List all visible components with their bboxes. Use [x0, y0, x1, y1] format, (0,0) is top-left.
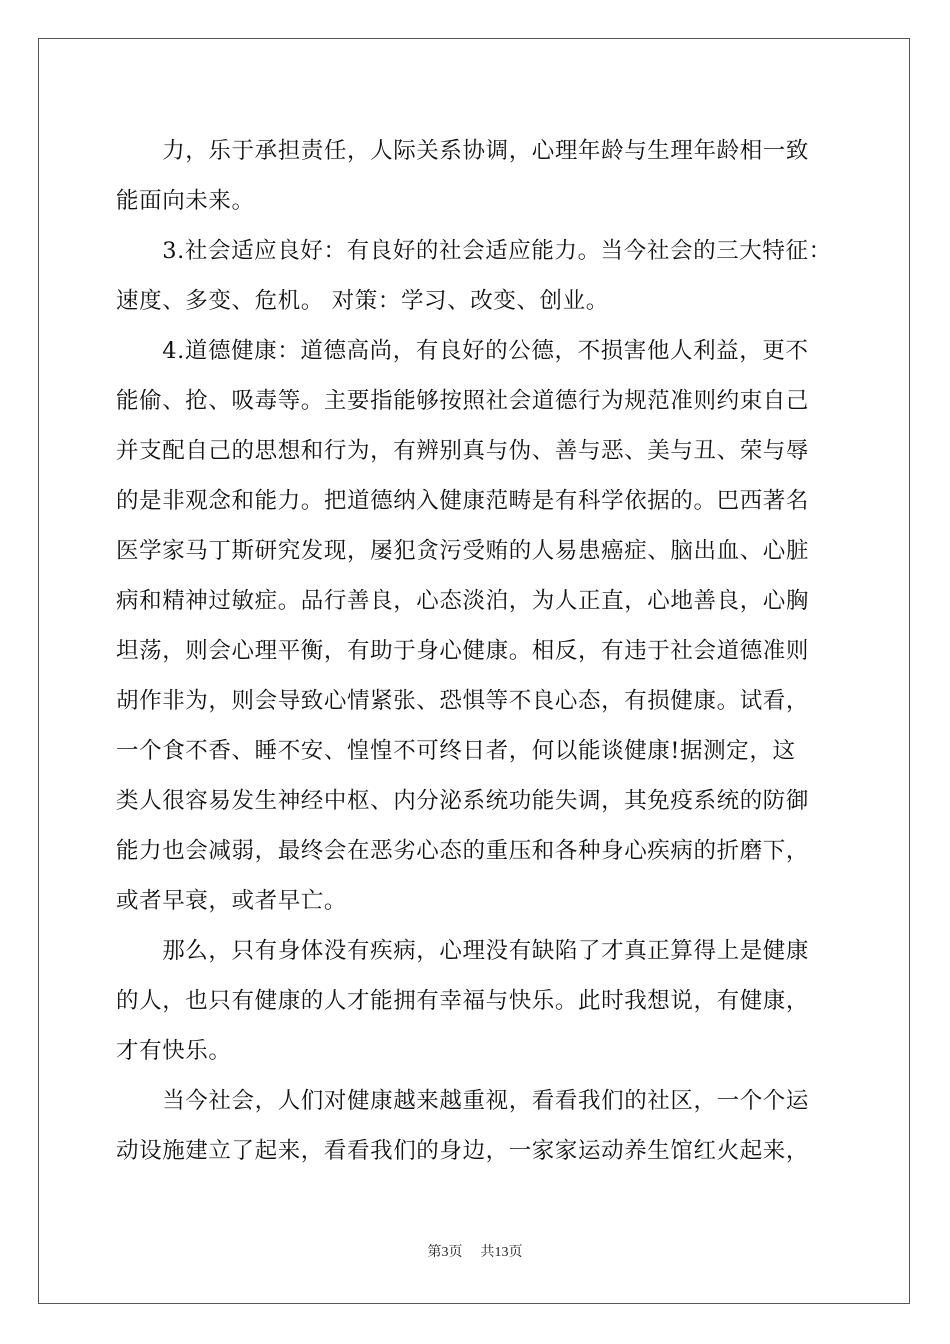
text-line: 动设施建立了起来，看看我们的身边，一家家运动养生馆红火起来，	[116, 1138, 810, 1164]
text-line: 胡作非为，则会导致心情紧张、恐惧等不良心态，有损健康。试看，	[116, 688, 810, 714]
text-line: 那么，只有身体没有疾病，心理没有缺陷了才真正算得上是健康	[116, 938, 810, 964]
text-line: 力，乐于承担责任，人际关系协调，心理年龄与生理年龄相一致	[116, 138, 810, 164]
page-total: 共13页	[480, 1245, 523, 1260]
text-line: 4.道德健康：道德高尚，有良好的公德，不损害他人利益，更不	[116, 338, 809, 364]
text-line: 能面向未来。	[116, 188, 255, 214]
text-line: 3.社会适应良好：有良好的社会适应能力。当今社会的三大特征：	[116, 238, 832, 264]
text-line: 医学家马丁斯研究发现，屡犯贪污受贿的人易患癌症、脑出血、心脏	[116, 538, 810, 564]
text-line: 的是非观念和能力。把道德纳入健康范畴是有科学依据的。巴西著名	[116, 488, 810, 514]
text-line: 的人，也只有健康的人才能拥有幸福与快乐。此时我想说，有健康，	[116, 988, 810, 1014]
text-line: 或者早衰，或者早亡。	[116, 888, 348, 914]
text-line: 并支配自己的思想和行为，有辨别真与伪、善与恶、美与丑、荣与辱	[116, 438, 810, 464]
text-line: 坦荡，则会心理平衡，有助于身心健康。相反，有违于社会道德准则	[116, 638, 810, 664]
text-line: 能力也会减弱，最终会在恶劣心态的重压和各种身心疾病的折磨下，	[116, 838, 810, 864]
text-line: 才有快乐。	[116, 1038, 232, 1064]
text-line: 速度、多变、危机。 对策：学习、改变、创业。	[116, 288, 609, 314]
text-line: 病和精神过敏症。品行善良，心态淡泊，为人正直，心地善良，心胸	[116, 588, 810, 614]
text-line: 一个食不香、睡不安、惶惶不可终日者，何以能谈健康!据测定，这	[116, 738, 796, 764]
text-line: 能偷、抢、吸毒等。主要指能够按照社会道德行为规范准则约束自己	[116, 388, 810, 414]
text-line: 类人很容易发生神经中枢、内分泌系统功能失调，其免疫系统的防御	[116, 788, 810, 814]
page-number: 第3页	[427, 1245, 463, 1260]
text-line: 当今社会，人们对健康越来越重视，看看我们的社区，一个个运	[116, 1088, 810, 1114]
page-footer	[0, 1244, 950, 1262]
